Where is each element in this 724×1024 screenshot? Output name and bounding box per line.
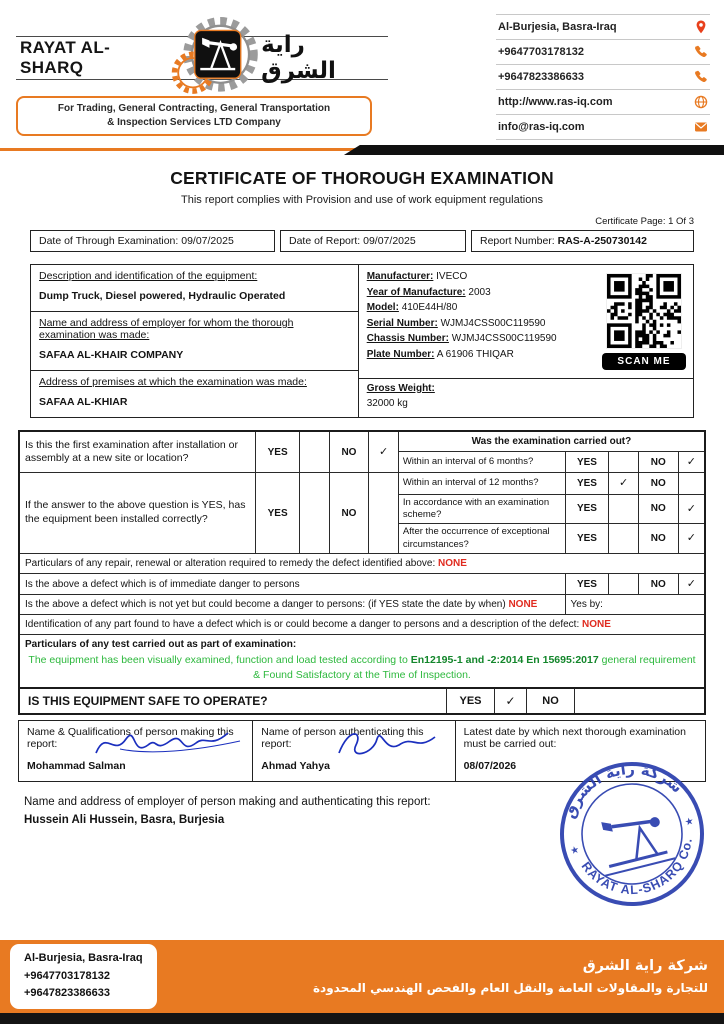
exam-date-value: 09/07/2025: [181, 235, 234, 247]
table-row: [19, 473, 705, 494]
equipment-section: [30, 264, 694, 418]
detail-model: [367, 302, 597, 313]
contact-row-email: [496, 115, 710, 140]
detail-label: Year of Manufacture:: [366, 286, 466, 298]
gross-weight-section: [359, 378, 693, 418]
detail-label: Manufacturer:: [366, 271, 434, 282]
footer-contact-card: [10, 944, 157, 1009]
svg-text:★: ★: [683, 815, 696, 829]
footer-arabic-block: [313, 958, 708, 995]
contact-text: +9647823386633: [498, 71, 584, 83]
sub-question: Within an interval of 12 months?: [398, 473, 565, 494]
table-row: [19, 635, 705, 688]
phone-icon: [694, 45, 708, 59]
contact-row-website: [496, 90, 710, 115]
equipment-right-column: [359, 265, 693, 417]
qr-code-icon: [606, 273, 682, 349]
carried-out-header: Was the examination carried out?: [398, 431, 705, 452]
tick-cell: ✓: [678, 573, 705, 594]
no-label: NO: [638, 573, 678, 594]
equipment-description-value: Dump Truck, Diesel powered, Hydraulic Operated: [39, 290, 286, 302]
test-text-part1: The equipment has been visually examined, function and load tested according to: [28, 654, 411, 667]
tagline-line2: & Inspection Services LTD Company: [107, 117, 281, 128]
table-row: [19, 595, 705, 615]
report-number-value: RAS-A-250730142: [557, 235, 647, 247]
report-date-label: Date of Report:: [289, 235, 361, 247]
header-divider: [0, 144, 724, 156]
test-label: Particulars of any test carried out as part of examination:: [25, 639, 297, 651]
meta-row: [30, 230, 694, 252]
table-row: [19, 431, 705, 452]
contact-row-phone2: [496, 65, 710, 90]
tick-cell: ✓: [678, 452, 705, 473]
sub-question: Within an interval of 6 months?: [398, 452, 565, 473]
authenticator-name: Ahmad Yahya: [261, 759, 330, 772]
contact-text: +9647703178132: [498, 46, 584, 58]
detail-value: A 61906 THIQAR: [436, 348, 514, 360]
detail-label: Serial Number:: [366, 317, 438, 329]
equipment-description-label: Description and identification of the equipment:: [39, 270, 258, 282]
page-title: CERTIFICATE OF THOROUGH EXAMINATION: [170, 168, 554, 188]
logo-emblem: [169, 12, 261, 104]
footer-tagline-ar: للتجارة والمقاولات العامة والنقل العام والفحص الهندسي المحدودة: [312, 981, 708, 995]
exam-date-box: [30, 230, 275, 252]
test-standards: En12195-1 and -2:2014 En 15695:2017: [410, 654, 599, 667]
repair-value: NONE: [438, 557, 467, 569]
detail-value: 2003: [468, 286, 491, 298]
becoming-danger-text: Is the above a defect which is not yet but could become a danger to persons: (if YES state the date by when): [25, 599, 506, 611]
tick-cell: [609, 524, 638, 554]
no-label: NO: [638, 524, 678, 554]
report-date-box: [280, 230, 466, 252]
yes-label: YES: [446, 689, 494, 713]
yes-by-cell: Yes by:: [565, 595, 705, 615]
company-name-en: RAYAT AL-SHARQ: [20, 38, 111, 77]
globe-icon: [694, 95, 708, 109]
immediate-danger-question: Is the above a defect which is of immediate danger to persons: [19, 573, 565, 594]
exam-date-label: Date of Through Examination:: [39, 235, 179, 247]
next-examination-date: 08/07/2026: [463, 759, 517, 772]
yes-label: YES: [565, 494, 609, 524]
svg-text:RAYAT AL-SHARQ Co.: [577, 833, 705, 909]
repair-particulars-row: [19, 553, 705, 573]
detail-label: Plate Number:: [366, 348, 435, 360]
contact-row-phone1: [496, 40, 710, 65]
identification-row: [19, 615, 705, 635]
safe-to-operate-question: IS THIS EQUIPMENT SAFE TO OPERATE?: [28, 693, 268, 708]
footer-phone1: +9647703178132: [24, 969, 110, 982]
employer-value: SAFAA AL-KHAIR COMPANY: [39, 349, 184, 361]
gross-weight-value: 32000 kg: [366, 398, 408, 409]
yes-label: YES: [256, 431, 300, 473]
stamp-text-arabic: شركة راية الشرق: [560, 759, 687, 821]
report-employer-label: Name and address of employer of person making and authenticating this report:: [24, 795, 431, 808]
contact-text: Al-Burjesia, Basra-Iraq: [498, 21, 617, 33]
qr-block: [602, 273, 686, 370]
question-first-examination: Is this the first examination after installation or assembly at a new site or location?: [19, 431, 256, 473]
no-label: NO: [638, 452, 678, 473]
q2-no-tick-cell: [369, 473, 398, 554]
certificate-page-label: Certificate Page: 1 Of 3: [595, 216, 694, 227]
premises-section: [31, 370, 358, 417]
yes-label: YES: [256, 473, 300, 554]
identification-value: NONE: [582, 619, 611, 631]
authenticator-label: Name of person authenticating this report:: [261, 725, 424, 750]
footer: [0, 940, 724, 1013]
no-label: NO: [329, 473, 369, 554]
maker-label: Name & Qualifications of person making this report:: [27, 725, 234, 750]
divider-black-bar: [344, 145, 724, 155]
footer-company-ar: شركة راية الشرق: [582, 958, 708, 974]
maker-name: Mohammad Salman: [27, 759, 126, 772]
no-label: NO: [526, 689, 574, 713]
q1-no-tick-cell: ✓: [369, 431, 398, 473]
contact-text: http://www.ras-iq.com: [498, 96, 613, 108]
q1-yes-tick-cell: [300, 431, 329, 473]
table-row: [19, 553, 705, 573]
scan-me-label: SCAN ME: [602, 353, 686, 370]
detail-manufacturer: [367, 271, 597, 282]
premises-value: SAFAA AL-KHIAR: [39, 396, 128, 408]
equipment-left-column: [31, 265, 359, 417]
tick-cell: ✓: [609, 473, 638, 494]
maker-signature-cell: [19, 721, 252, 781]
footer-address: Al-Burjesia, Basra-Iraq: [24, 952, 143, 965]
tick-cell: [609, 452, 638, 473]
identification-label: Identification of any part found to have a defect which is or could become a danger to persons and a description of the defect:: [25, 619, 580, 631]
tagline-line1: For Trading, General Contracting, General Transportation: [57, 103, 331, 114]
safe-to-operate-row: [18, 689, 706, 715]
q2-yes-tick-cell: [300, 473, 329, 554]
tick-cell: ✓: [678, 524, 705, 554]
detail-value: 410E44H/80: [401, 302, 458, 313]
company-name-ar: راية الشرق: [261, 32, 336, 84]
safe-no-tick-cell: [574, 689, 704, 713]
becoming-danger-value: NONE: [508, 599, 538, 611]
tick-cell: [678, 473, 705, 494]
header: [0, 0, 724, 140]
no-label: NO: [638, 473, 678, 494]
report-date-value: 09/07/2025: [363, 235, 416, 247]
oil-pump-icon: [592, 807, 675, 876]
logo-row: [16, 32, 388, 84]
table-row: [19, 573, 705, 594]
becoming-danger-question: [19, 595, 565, 615]
detail-plate: [367, 349, 597, 360]
bottom-black-bar: [0, 1013, 724, 1024]
sub-question: After the occurrence of exceptional circumstances?: [398, 524, 565, 554]
no-label: NO: [329, 431, 369, 473]
contact-text: info@ras-iq.com: [498, 121, 585, 133]
examination-table: [18, 430, 706, 689]
detail-chassis: [367, 333, 597, 344]
no-label: NO: [638, 494, 678, 524]
equipment-description-section: [31, 265, 358, 311]
contact-row-address: [496, 14, 710, 40]
report-employer-value: Hussein Ali Hussein, Basra, Burjesia: [24, 813, 225, 826]
tick-cell: [609, 573, 638, 594]
safe-yes-tick-cell: ✓: [494, 689, 526, 713]
premises-label: Address of premises at which the examination was made:: [39, 376, 307, 388]
detail-value: WJMJ4CSS00C119590: [440, 317, 546, 329]
authenticator-signature-cell: [252, 721, 454, 781]
report-number-box: [471, 230, 694, 252]
phone-icon: [694, 70, 708, 84]
email-icon: [694, 120, 708, 134]
sub-question: In accordance with an examination scheme?: [398, 494, 565, 524]
yes-label: YES: [565, 573, 609, 594]
contact-list: [496, 14, 710, 140]
detail-serial: [367, 318, 597, 329]
repair-label: Particulars of any repair, renewal or alteration required to remedy the defect identified above:: [25, 557, 436, 569]
yes-label: YES: [565, 473, 609, 494]
test-text-part2: general requirement & Found Satisfactory at the Time of Inspection.: [253, 654, 696, 682]
detail-label: Chassis Number:: [366, 333, 449, 344]
tick-cell: ✓: [678, 494, 705, 524]
table-row: [19, 615, 705, 635]
gross-weight-label: Gross Weight:: [366, 382, 435, 394]
stamp-text-english: RAYAT AL-SHARQ Co.: [578, 836, 695, 898]
next-examination-label: Latest date by which next thorough examination must be carried out:: [463, 725, 686, 750]
tick-cell: [609, 494, 638, 524]
svg-text:★: ★: [569, 844, 581, 858]
page-subtitle: This report complies with Provision and use of work equipment regulations: [181, 194, 543, 206]
footer-phone2: +9647823386633: [24, 987, 110, 1000]
oil-pump-icon: [195, 30, 241, 78]
yes-label: YES: [565, 524, 609, 554]
location-pin-icon: [694, 20, 708, 34]
employer-label: Name and address of employer for whom the thorough examination was made:: [39, 317, 294, 341]
test-result-text: [25, 653, 699, 683]
company-logo: [16, 10, 388, 140]
report-number-label: Report Number:: [480, 235, 555, 247]
detail-value: IVECO: [436, 271, 468, 282]
detail-value: WJMJ4CSS00C119590: [451, 333, 557, 344]
yes-label: YES: [565, 452, 609, 473]
detail-year: [367, 287, 597, 298]
employer-section: [31, 311, 358, 370]
test-particulars-row: [19, 635, 705, 688]
question-installed-correctly: If the answer to the above question is YES, has the equipment been installed correctly?: [19, 473, 256, 554]
detail-label: Model:: [366, 302, 399, 313]
